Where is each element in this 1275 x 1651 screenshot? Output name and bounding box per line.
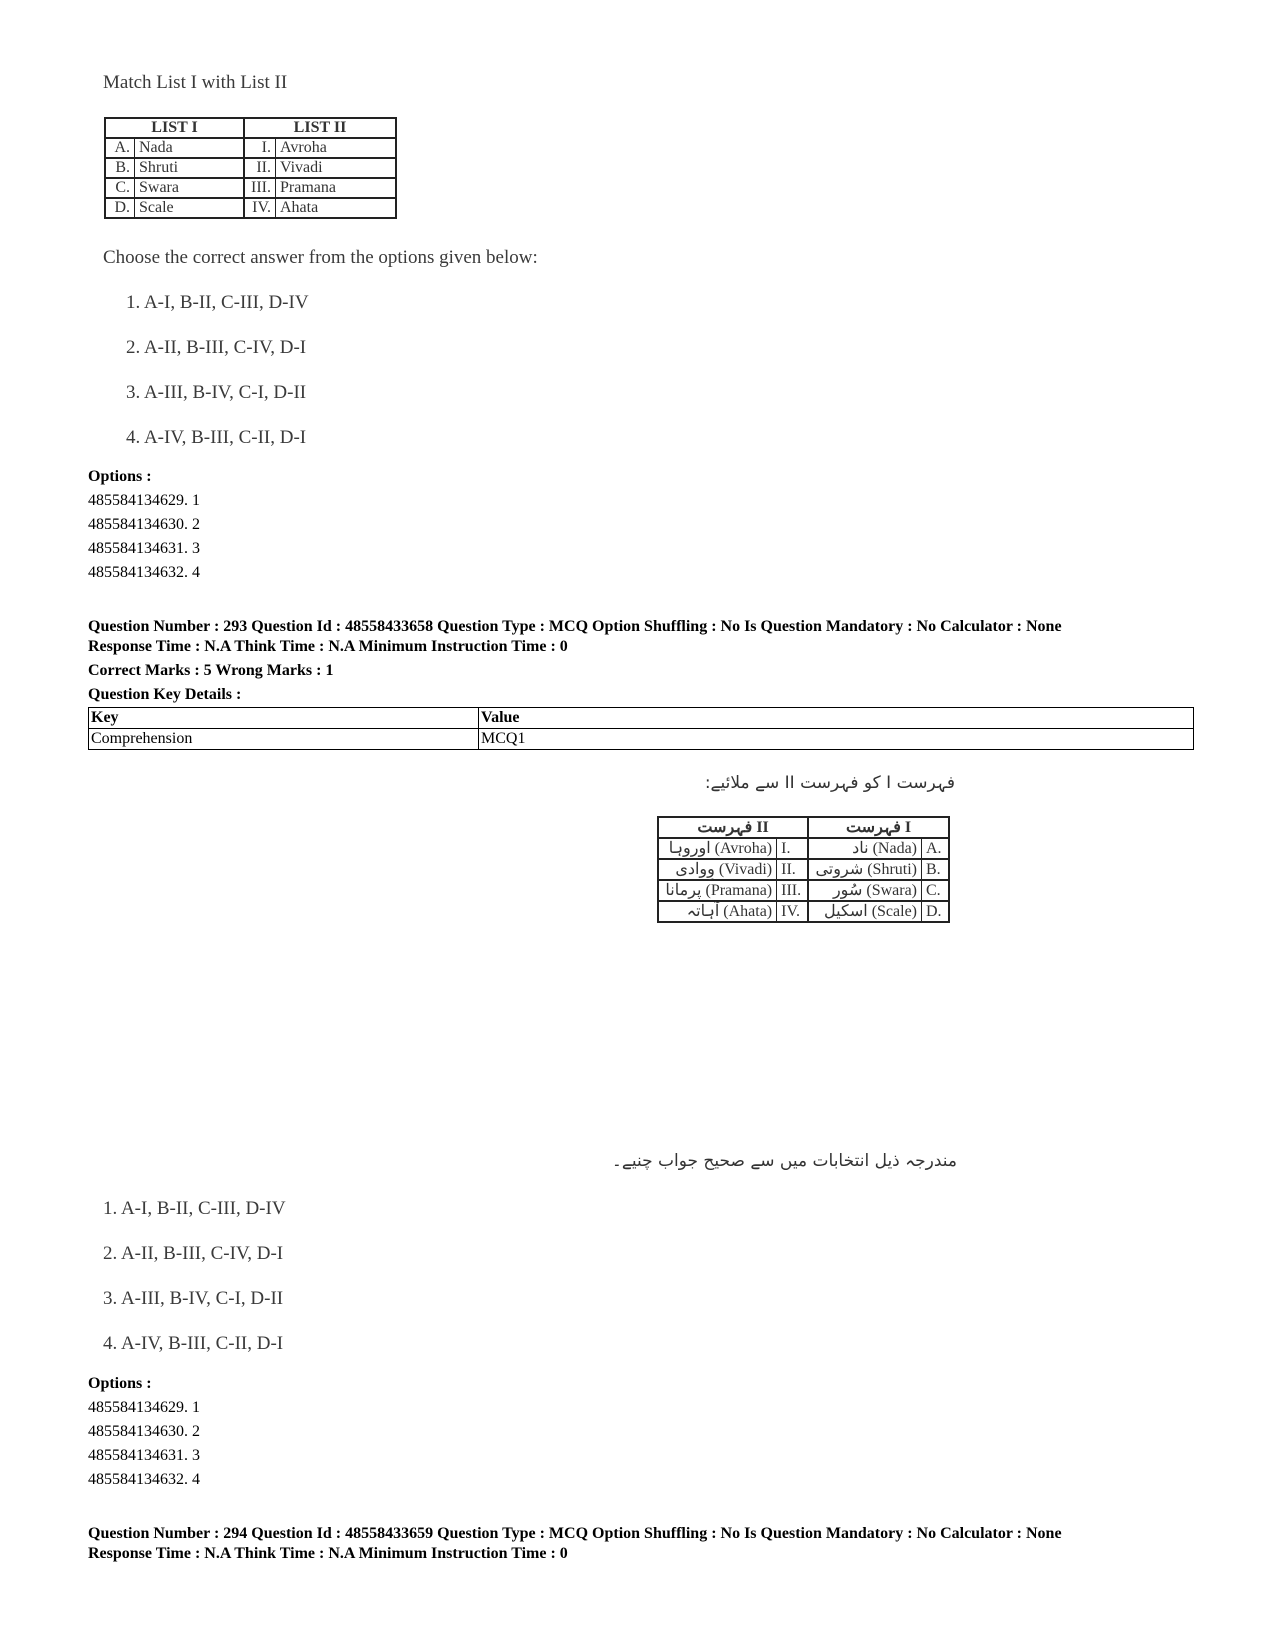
urdu-list-i-item: سُور (Swara) — [808, 880, 921, 901]
urdu-list-i-letter: B. — [922, 859, 950, 880]
urdu-list-i-letter: D. — [922, 901, 950, 922]
list-ii-item: Pramana — [276, 178, 397, 198]
option-id: 485584134630. 2 — [88, 1423, 200, 1440]
list-ii-header: LIST II — [244, 118, 396, 138]
list-ii-numeral: IV. — [244, 198, 276, 218]
question-timing: Response Time : N.A Think Time : N.A Minimum Instruction Time : 0 — [88, 638, 568, 655]
urdu-list-ii-numeral: III. — [777, 880, 809, 901]
option-id: 485584134632. 4 — [88, 1471, 200, 1488]
urdu-list-ii-numeral: II. — [777, 859, 809, 880]
list-i-item: Scale — [135, 198, 245, 218]
urdu-choose-instruction: مندرجہ ذیل انتخابات میں سے صحیح جواب چنیے۔ — [611, 1151, 957, 1171]
list-i-item: Nada — [135, 138, 245, 158]
value-header: Value — [479, 708, 1194, 729]
question-meta: Question Number : 293 Question Id : 48558433658 Question Type : MCQ Option Shuffling : No Is Question Mandatory : No Calculator : None — [88, 618, 1062, 635]
option-id: 485584134631. 3 — [88, 540, 200, 557]
table-row — [105, 198, 396, 218]
list-i-letter: D. — [105, 198, 135, 218]
table-row — [658, 880, 949, 901]
list-ii-numeral: I. — [244, 138, 276, 158]
urdu-list-ii-numeral: I. — [777, 838, 809, 859]
match-list-table — [104, 117, 397, 219]
question-marks: Correct Marks : 5 Wrong Marks : 1 — [88, 662, 334, 679]
list-ii-numeral: III. — [244, 178, 276, 198]
question-prompt: Match List I with List II — [103, 72, 288, 93]
key-details-table — [88, 707, 1194, 750]
question-meta: Question Number : 294 Question Id : 48558433659 Question Type : MCQ Option Shuffling : No Is Question Mandatory : No Calculator : None — [88, 1525, 1062, 1542]
options-label: Options : — [88, 468, 152, 485]
answer-choice: 3. A-III, B-IV, C-I, D-II — [126, 382, 307, 403]
list-ii-item: Avroha — [276, 138, 397, 158]
option-id: 485584134630. 2 — [88, 516, 200, 533]
answer-choice: 3. A-III, B-IV, C-I, D-II — [103, 1288, 284, 1309]
urdu-list-i-letter: A. — [922, 838, 950, 859]
answer-choice: 4. A-IV, B-III, C-II, D-I — [103, 1333, 284, 1354]
urdu-list-ii-numeral: IV. — [777, 901, 809, 922]
answer-choice: 2. A-II, B-III, C-IV, D-I — [103, 1243, 284, 1264]
urdu-list-ii-item: پرمانا (Pramana) — [658, 880, 777, 901]
table-row — [89, 729, 1194, 750]
option-id: 485584134629. 1 — [88, 492, 200, 509]
answer-choice: 4. A-IV, B-III, C-II, D-I — [126, 427, 307, 448]
list-ii-item: Vivadi — [276, 158, 397, 178]
urdu-list-i-item: ناد (Nada) — [808, 838, 921, 859]
option-id: 485584134629. 1 — [88, 1399, 200, 1416]
table-row — [658, 859, 949, 880]
list-i-item: Shruti — [135, 158, 245, 178]
key-details-label: Question Key Details : — [88, 686, 242, 703]
urdu-list-ii-header: فہرست II — [658, 817, 808, 838]
urdu-list-ii-item: آہاتہ (Ahata) — [658, 901, 777, 922]
urdu-list-i-letter: C. — [922, 880, 950, 901]
urdu-list-i-item: شروتی (Shruti) — [808, 859, 921, 880]
key-cell: Comprehension — [89, 729, 479, 750]
option-id: 485584134632. 4 — [88, 564, 200, 581]
table-row — [105, 158, 396, 178]
answer-choice: 2. A-II, B-III, C-IV, D-I — [126, 337, 307, 358]
list-i-letter: C. — [105, 178, 135, 198]
list-i-letter: A. — [105, 138, 135, 158]
urdu-prompt: فہرست I کو فہرست II سے ملائیے: — [704, 773, 955, 793]
choose-instruction: Choose the correct answer from the options given below: — [103, 247, 538, 268]
value-cell: MCQ1 — [479, 729, 1194, 750]
urdu-list-i-header: فہرست I — [808, 817, 949, 838]
list-i-item: Swara — [135, 178, 245, 198]
list-i-letter: B. — [105, 158, 135, 178]
urdu-list-ii-item: اوروہا (Avroha) — [658, 838, 777, 859]
answer-choice: 1. A-I, B-II, C-III, D-IV — [126, 292, 309, 313]
options-label: Options : — [88, 1375, 152, 1392]
table-row — [105, 138, 396, 158]
urdu-list-ii-item: وِوادی (Vivadi) — [658, 859, 777, 880]
urdu-match-table — [657, 816, 950, 923]
answer-choice: 1. A-I, B-II, C-III, D-IV — [103, 1198, 286, 1219]
list-i-header: LIST I — [105, 118, 244, 138]
question-timing: Response Time : N.A Think Time : N.A Minimum Instruction Time : 0 — [88, 1545, 568, 1562]
urdu-list-i-item: اسکیل (Scale) — [808, 901, 921, 922]
option-id: 485584134631. 3 — [88, 1447, 200, 1464]
table-row — [658, 901, 949, 922]
key-header: Key — [89, 708, 479, 729]
list-ii-item: Ahata — [276, 198, 397, 218]
list-ii-numeral: II. — [244, 158, 276, 178]
table-row — [105, 178, 396, 198]
table-row — [658, 838, 949, 859]
